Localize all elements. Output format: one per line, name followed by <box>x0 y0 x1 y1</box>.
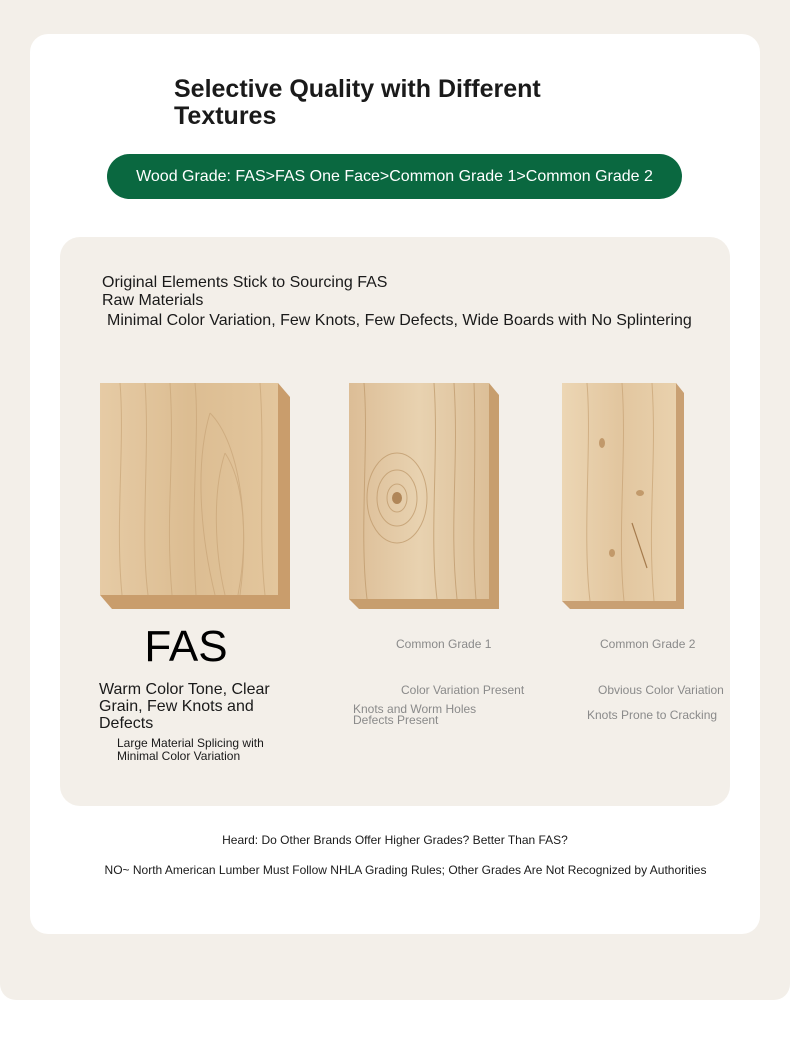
fas-sub-description: Large Material Splicing with Minimal Color Variation <box>117 736 264 763</box>
intro-line-2: Raw Materials <box>102 292 204 309</box>
common-grade-2-wood-sample <box>562 383 684 609</box>
grade-order-banner: Wood Grade: FAS>FAS One Face>Common Grade 1>Common Grade 2 <box>107 154 682 199</box>
common-grade-1-label: Common Grade 1 <box>396 637 492 651</box>
common-grade-1-wood-sample <box>349 383 499 609</box>
fas-grade-label: FAS <box>144 622 228 671</box>
intro-line-3: Minimal Color Variation, Few Knots, Few Defects, Wide Boards with No Splintering <box>107 312 692 329</box>
common-grade-1-note-color: Color Variation Present <box>401 683 525 697</box>
intro-text <box>102 274 387 310</box>
page-title: Selective Quality with Different Textures <box>174 75 541 130</box>
common-grade-2-note-color: Obvious Color Variation <box>598 683 724 697</box>
footer-question: Heard: Do Other Brands Offer Higher Grades? Better Than FAS? <box>222 833 568 847</box>
footer-answer: NO~ North American Lumber Must Follow NHLA Grading Rules; Other Grades Are Not Recognized by Authorities <box>104 863 707 877</box>
common-grade-1-note-defects: Knots and Worm Holes Defects Present <box>353 702 477 727</box>
common-grade-2-note-cracking: Knots Prone to Cracking <box>587 708 718 722</box>
fas-description: Warm Color Tone, Clear Grain, Few Knots and Defects <box>99 681 270 732</box>
common-grade-2-label: Common Grade 2 <box>600 637 696 651</box>
fas-wood-sample <box>100 383 290 609</box>
intro-line-1: Original Elements Stick to Sourcing FAS <box>102 274 388 291</box>
